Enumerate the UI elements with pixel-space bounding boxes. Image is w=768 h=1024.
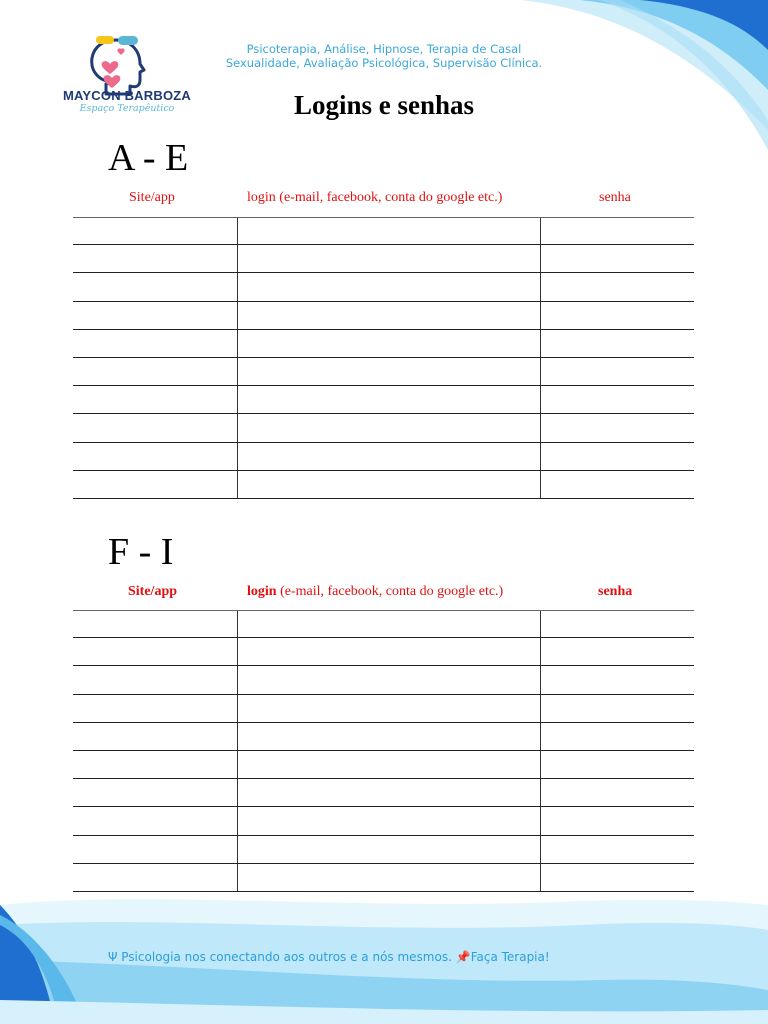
table-row <box>73 666 694 694</box>
table-row <box>73 610 694 638</box>
footer-cta: Faça Terapia! <box>470 950 550 964</box>
site-cell[interactable] <box>73 330 237 357</box>
site-cell[interactable] <box>73 864 237 891</box>
table-row <box>73 330 694 358</box>
tagline-line-1: Psicoterapia, Análise, Hipnose, Terapia de Casal <box>246 42 522 56</box>
login-cell[interactable] <box>237 302 541 329</box>
footer-text: Psicologia nos conectando aos outros e a nós mesmos. <box>121 950 452 964</box>
login-cell[interactable] <box>237 864 541 891</box>
table-row <box>73 836 694 864</box>
password-cell[interactable] <box>540 302 694 329</box>
password-cell[interactable] <box>540 245 694 272</box>
site-cell[interactable] <box>73 751 237 778</box>
password-cell[interactable] <box>540 779 694 806</box>
table-row <box>73 779 694 807</box>
login-cell[interactable] <box>237 695 541 722</box>
password-cell[interactable] <box>540 471 694 498</box>
password-cell[interactable] <box>540 695 694 722</box>
footer-slogan <box>108 950 550 964</box>
column-header-site: Site/app <box>128 584 178 599</box>
login-cell[interactable] <box>237 723 541 750</box>
password-cell[interactable] <box>540 836 694 863</box>
password-cell[interactable] <box>540 751 694 778</box>
table-row <box>73 723 694 751</box>
site-cell[interactable] <box>73 471 237 498</box>
password-cell[interactable] <box>540 723 694 750</box>
section-heading-a-e: A - E <box>108 137 189 179</box>
login-cell[interactable] <box>237 358 541 385</box>
password-cell[interactable] <box>540 414 694 441</box>
login-cell[interactable] <box>237 273 541 300</box>
site-cell[interactable] <box>73 245 237 272</box>
column-header-login <box>247 190 502 206</box>
login-cell[interactable] <box>237 218 541 244</box>
password-cell[interactable] <box>540 666 694 693</box>
site-cell[interactable] <box>73 386 237 413</box>
password-cell[interactable] <box>540 273 694 300</box>
login-cell[interactable] <box>237 414 541 441</box>
table-row <box>73 302 694 330</box>
column-header-login <box>247 584 503 600</box>
table-row <box>73 414 694 442</box>
column-header-site: Site/app <box>129 190 175 205</box>
login-cell[interactable] <box>237 807 541 834</box>
pushpin-icon: 📌 <box>455 950 471 964</box>
column-header-login-detail: (e-mail, facebook, conta do google etc.) <box>275 190 503 205</box>
login-cell[interactable] <box>237 638 541 665</box>
password-cell[interactable] <box>540 358 694 385</box>
column-header-password: senha <box>599 190 631 205</box>
password-cell[interactable] <box>540 218 694 244</box>
login-table-a-e <box>73 217 694 499</box>
tagline-line-2: Sexualidade, Avaliação Psicológica, Supervisão Clínica. <box>225 56 543 70</box>
password-cell[interactable] <box>540 386 694 413</box>
login-cell[interactable] <box>237 836 541 863</box>
table-row <box>73 751 694 779</box>
site-cell[interactable] <box>73 779 237 806</box>
table-row <box>73 245 694 273</box>
psi-icon: Ψ <box>108 950 118 964</box>
table-row <box>73 443 694 471</box>
site-cell[interactable] <box>73 807 237 834</box>
site-cell[interactable] <box>73 666 237 693</box>
site-cell[interactable] <box>73 443 237 470</box>
table-row <box>73 807 694 835</box>
section-heading-f-i: F - I <box>108 531 174 573</box>
table-row <box>73 638 694 666</box>
password-cell[interactable] <box>540 807 694 834</box>
column-header-login-bold: login <box>247 190 276 205</box>
password-cell[interactable] <box>540 330 694 357</box>
site-cell[interactable] <box>73 695 237 722</box>
site-cell[interactable] <box>73 358 237 385</box>
site-cell[interactable] <box>73 218 237 244</box>
table-row <box>73 695 694 723</box>
password-cell[interactable] <box>540 638 694 665</box>
site-cell[interactable] <box>73 611 237 637</box>
login-cell[interactable] <box>237 386 541 413</box>
site-cell[interactable] <box>73 638 237 665</box>
login-table-f-i <box>73 610 694 892</box>
login-cell[interactable] <box>237 751 541 778</box>
brand-subtitle: Espaço Terapêutico <box>79 103 175 114</box>
table-row <box>73 864 694 892</box>
table-row <box>73 386 694 414</box>
login-cell[interactable] <box>237 245 541 272</box>
login-cell[interactable] <box>237 611 541 637</box>
password-cell[interactable] <box>540 864 694 891</box>
tagline <box>200 42 568 70</box>
brand-name: MAYCON BARBOZA <box>63 88 191 103</box>
column-header-password: senha <box>598 584 633 599</box>
login-cell[interactable] <box>237 443 541 470</box>
password-cell[interactable] <box>540 443 694 470</box>
site-cell[interactable] <box>73 414 237 441</box>
site-cell[interactable] <box>73 723 237 750</box>
site-cell[interactable] <box>73 836 237 863</box>
site-cell[interactable] <box>73 273 237 300</box>
site-cell[interactable] <box>73 302 237 329</box>
login-cell[interactable] <box>237 779 541 806</box>
page-title: Logins e senhas <box>293 90 475 120</box>
table-row <box>73 273 694 301</box>
login-cell[interactable] <box>237 666 541 693</box>
table-row <box>73 471 694 499</box>
login-cell[interactable] <box>237 471 541 498</box>
login-cell[interactable] <box>237 330 541 357</box>
column-header-login-bold: login <box>247 584 277 599</box>
column-header-login-detail: (e-mail, facebook, conta do google etc.) <box>276 584 504 599</box>
table-row <box>73 217 694 245</box>
table-row <box>73 358 694 386</box>
password-cell[interactable] <box>540 611 694 637</box>
